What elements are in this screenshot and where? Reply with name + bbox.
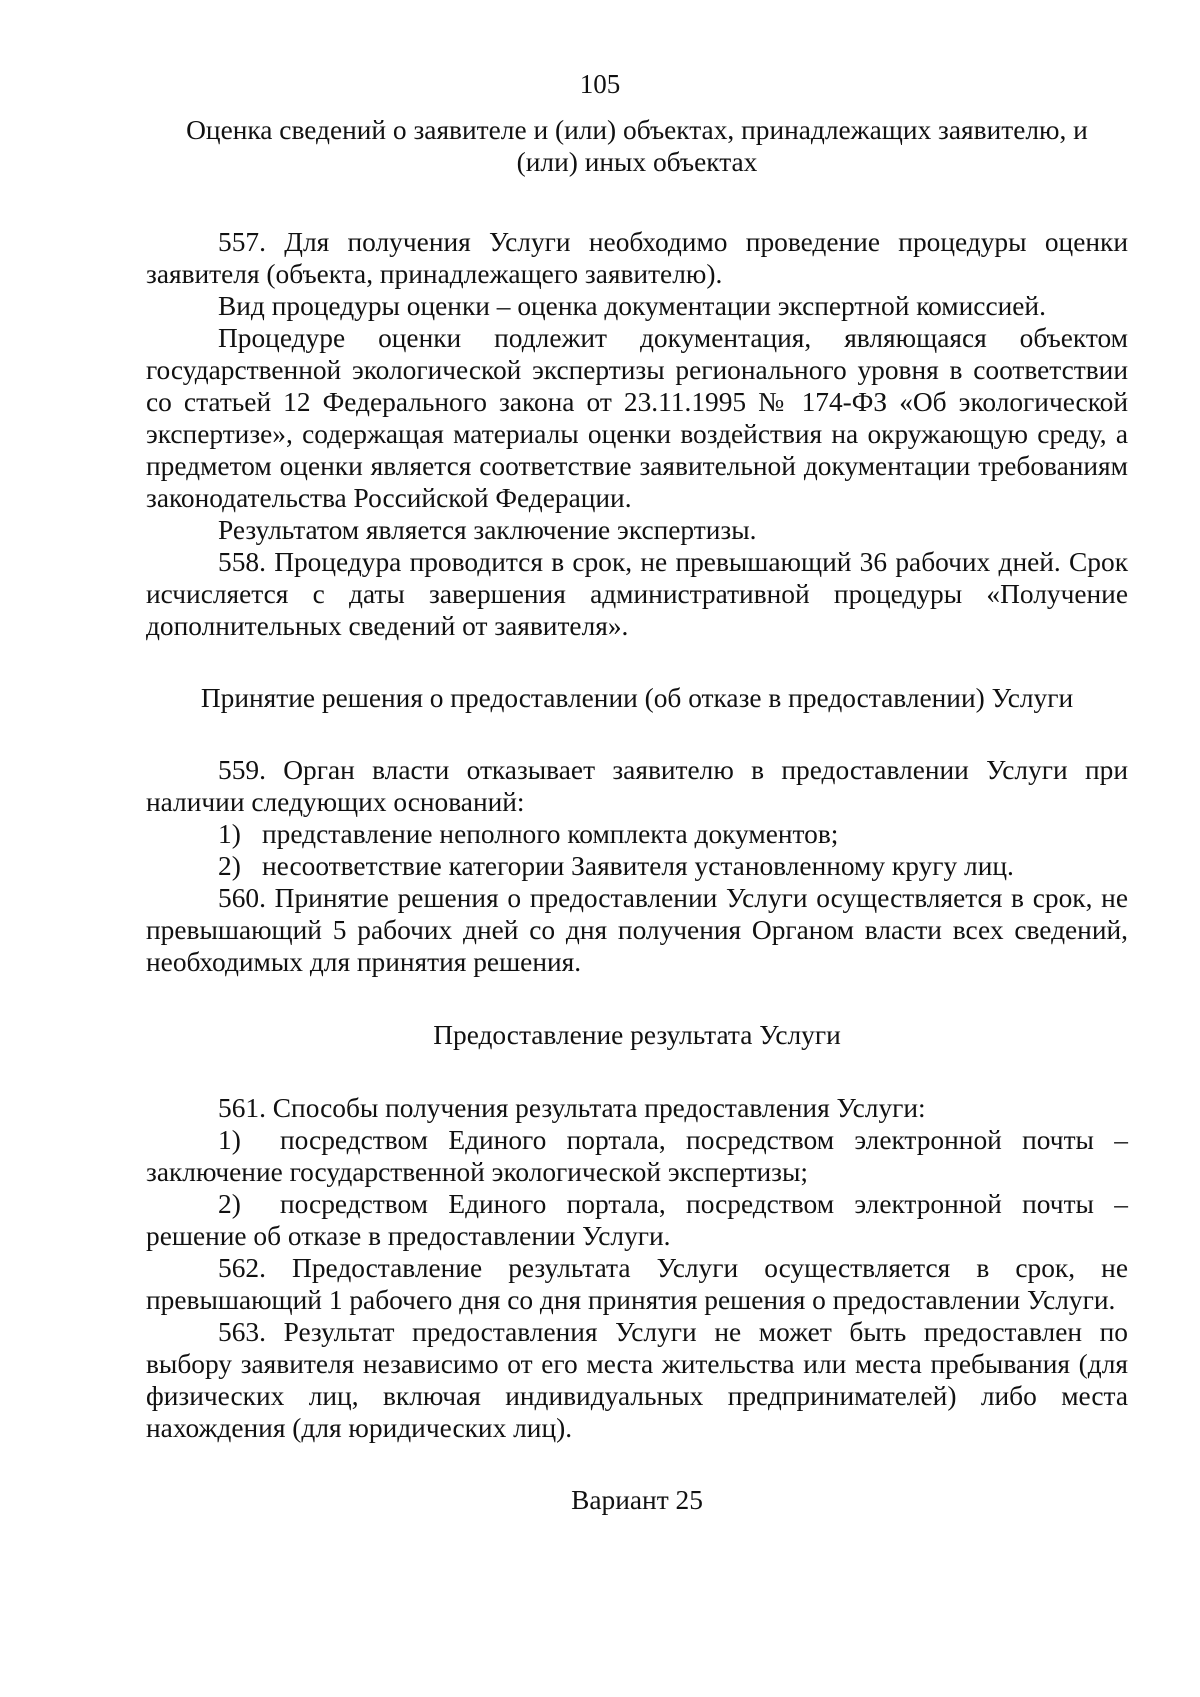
paragraph-557: 557. Для получения Услуги необходимо проведение процедуры оценки заявителя (объекта, принадлежащего заявителю). xyxy=(146,227,1128,289)
list-item-number: 2) xyxy=(218,1189,241,1219)
document-body xyxy=(146,114,1128,1516)
list-item-number: 1) xyxy=(218,1125,241,1155)
paragraph-558: 558. Процедура проводится в срок, не превышающий 36 рабочих дней. Срок исчисляется с даты завершения административной процедуры «Получение дополнительных сведений от заявителя». xyxy=(146,547,1128,641)
list-item-text: посредством Единого портала, посредством электронной почты – заключение государственной экологической экспертизы; xyxy=(146,1125,1128,1187)
list-item-text: несоответствие категории Заявителя установленному кругу лиц. xyxy=(262,851,1014,881)
paragraph-evaluation-subject: Процедуре оценки подлежит документация, являющаяся объектом государственной экологической экспертизы регионального уровня в соответствии со статьей 12 Федерального закона от 23.11.1995 № 174-ФЗ «Об экологической экспертизе», содержащая материалы оценки воздействия на окружающую среду, а предметом оценки является соответствие заявительной документации требованиям законодательства Российской Федерации. xyxy=(146,323,1128,513)
paragraph-evaluation-type: Вид процедуры оценки – оценка документации экспертной комиссией. xyxy=(218,291,1046,321)
list-item xyxy=(146,850,1128,882)
list-item-text: представление неполного комплекта документов; xyxy=(262,819,839,849)
paragraph-559: 559. Орган власти отказывает заявителю в предоставлении Услуги при наличии следующих оснований: xyxy=(146,755,1128,817)
section-heading-decision: Принятие решения о предоставлении (об отказе в предоставлении) Услуги xyxy=(200,683,1074,713)
list-item-text: посредством Единого портала, посредством электронной почты – решение об отказе в предоставлении Услуги. xyxy=(146,1189,1128,1251)
page-number: 105 xyxy=(579,69,621,99)
paragraph-562: 562. Предоставление результата Услуги осуществляется в срок, не превышающий 1 рабочего дня со дня принятия решения о предоставлении Услуги. xyxy=(146,1253,1128,1315)
list-item xyxy=(146,818,1128,850)
section-heading-result: Предоставление результата Услуги xyxy=(433,1020,841,1050)
list-item-number: 1) xyxy=(218,819,241,849)
list-item xyxy=(146,1124,1128,1188)
paragraph-561: 561. Способы получения результата предоставления Услуги: xyxy=(218,1093,926,1123)
paragraph-evaluation-result: Результатом является заключение экспертизы. xyxy=(218,515,757,545)
paragraph-560: 560. Принятие решения о предоставлении Услуги осуществляется в срок, не превышающий 5 рабочих дней со дня получения Органом власти всех сведений, необходимых для принятия решения. xyxy=(146,883,1128,977)
paragraph-563: 563. Результат предоставления Услуги не может быть предоставлен по выбору заявителя независимо от его места жительства или места пребывания (для физических лиц, включая индивидуальных предпринимателей) либо места нахождения (для юридических лиц). xyxy=(146,1317,1128,1443)
list-item xyxy=(146,1188,1128,1252)
section-heading-variant: Вариант 25 xyxy=(571,1485,703,1515)
list-item-number: 2) xyxy=(218,851,241,881)
section-heading-evaluation: Оценка сведений о заявителе и (или) объектах, принадлежащих заявителю, и (или) иных объектах xyxy=(186,115,1088,177)
